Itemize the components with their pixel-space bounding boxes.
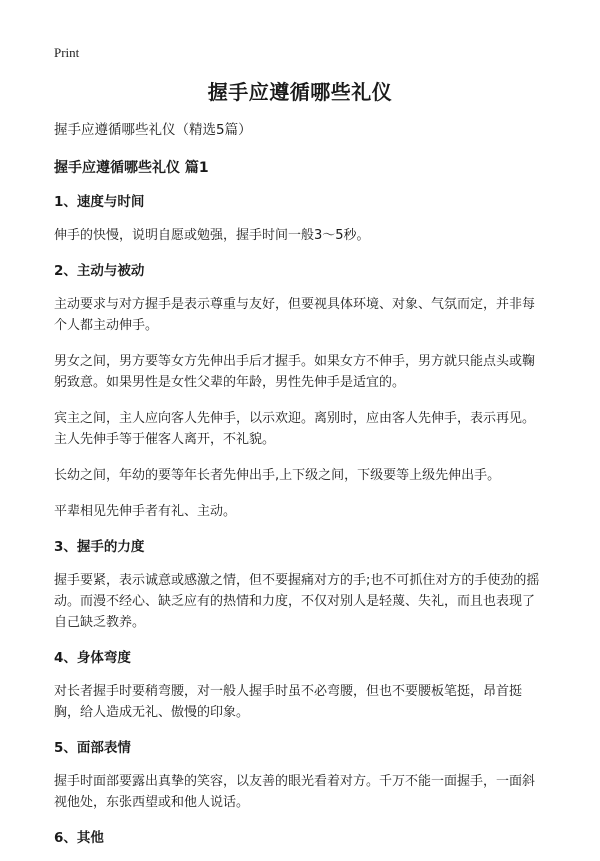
article-body bbox=[54, 120, 546, 861]
part-heading: 握手应遵循哪些礼仪 篇1 bbox=[54, 160, 209, 176]
paragraph: 握手时面部要露出真挚的笑容，以友善的眼光看着对方。千万不能一面握手，一面斜视他处，东张西望或和他人说话。 bbox=[54, 774, 536, 810]
page-title: 握手应遵循哪些礼仪 bbox=[207, 80, 393, 104]
section-heading: 4、身体弯度 bbox=[54, 650, 131, 666]
paragraph: 长幼之间，年幼的要等年长者先伸出手,上下级之间，下级要等上级先伸出手。 bbox=[54, 468, 501, 483]
paragraph: 对长者握手时要稍弯腰，对一般人握手时虽不必弯腰，但也不要腰板笔挺，昂首挺胸，给人造成无礼、傲慢的印象。 bbox=[54, 684, 523, 720]
section-heading: 5、面部表情 bbox=[54, 740, 131, 756]
section-5 bbox=[54, 738, 546, 813]
paragraph: 宾主之间，主人应向客人先伸手，以示欢迎。离别时，应由客人先伸手，表示再见。主人先伸手等于催客人离开，不礼貌。 bbox=[54, 411, 536, 447]
paragraph: 伸手的快慢，说明自愿或勉强，握手时间一般3～5秒。 bbox=[54, 228, 370, 243]
section-heading: 1、速度与时间 bbox=[54, 194, 145, 210]
paragraph: 主动要求与对方握手是表示尊重与友好，但要视具体环境、对象、气氛而定，并非每个人都主动伸手。 bbox=[54, 297, 536, 333]
paragraph: 男女之间，男方要等女方先伸出手后才握手。如果女方不伸手，男方就只能点头或鞠躬致意。如果男性是女性父辈的年龄，男性先伸手是适宜的。 bbox=[54, 354, 536, 390]
section-4 bbox=[54, 648, 546, 723]
article-subtitle: 握手应遵循哪些礼仪（精选5篇） bbox=[54, 122, 252, 138]
paragraph: 握手要紧，表示诚意或感激之情，但不要握痛对方的手;也不可抓住对方的手使劲的摇动。而漫不经心、缺乏应有的热情和力度，不仅对别人是轻蔑、失礼，而且也表现了自己缺乏教养。 bbox=[54, 573, 540, 630]
section-3 bbox=[54, 537, 546, 633]
section-1 bbox=[54, 192, 546, 246]
section-heading: 3、握手的力度 bbox=[54, 539, 145, 555]
section-heading: 2、主动与被动 bbox=[54, 263, 145, 279]
print-link[interactable]: Print bbox=[54, 45, 80, 60]
section-2 bbox=[54, 261, 546, 522]
paragraph: 平辈相见先伸手者有礼、主动。 bbox=[54, 504, 237, 519]
section-heading: 6、其他 bbox=[54, 830, 104, 846]
section-6 bbox=[54, 828, 546, 848]
